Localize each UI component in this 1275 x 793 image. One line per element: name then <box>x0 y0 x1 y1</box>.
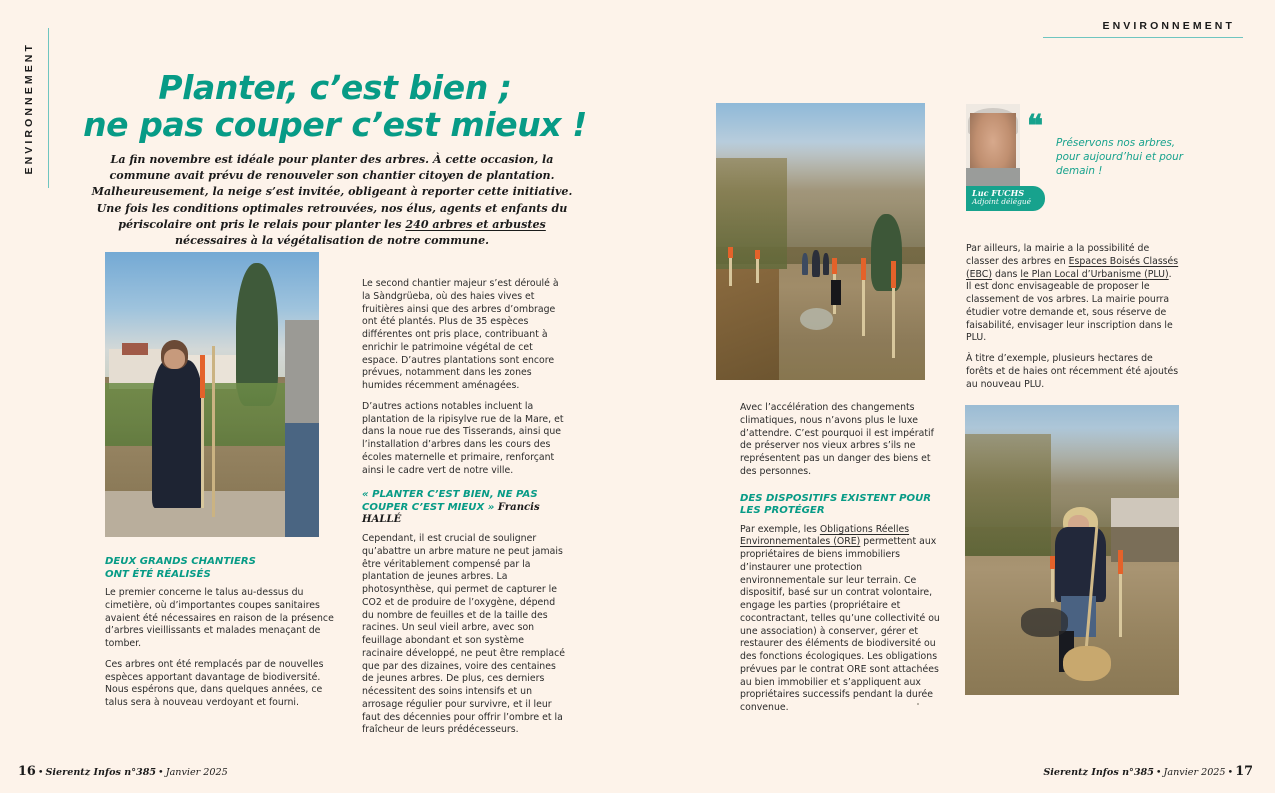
section-tab-vertical <box>18 28 52 188</box>
link-ore: Obligations Réelles Environnementales (ORE) <box>740 523 910 548</box>
paragraph-text-after: permettent aux propriétaires de biens immobiliers d’instaurer une protection environnementale sur leur terrain. Ce dispositif, basé sur un contrat volontaire, engage les parties (propriétaire et cocontractant, telles qu’une collectivité ou une association) à conserver, gérer et restaurer des éléments de biodiversité ou des fonctions écologiques. Les obligations prévues par le contrat ORE sont attachées au bien immobilier et s’appliquent aux propriétaires successifs pendant la durée convenue. <box>740 536 940 714</box>
paragraph: Avec l’accélération des changements climatiques, nous n’avons plus le luxe d’attendre. C’est pourquoi il est impératif de préserver nos vieux arbres s’ils ne représentent pas un danger des biens et des personnes. <box>740 402 934 477</box>
column-left-bottom <box>105 556 337 710</box>
section-tab-rule <box>48 28 49 188</box>
subheading-attribution: Francis HALLÉ <box>362 501 540 526</box>
issue-date: Janvier 2025 <box>165 767 228 778</box>
link-plu: le Plan Local d’Urbanisme (PLU) <box>1020 268 1169 280</box>
magazine-title: Sierentz Infos n°385 <box>1043 767 1154 778</box>
footer-left <box>18 764 228 779</box>
link-ebc: Espaces Boisés Classés (EBC) <box>966 255 1179 280</box>
subheading-planter-citation <box>362 489 565 527</box>
paragraph: Cependant, il est crucial de souligner qu’abattre un arbre mature ne peut jamais être véritablement compensé par la plantation de jeunes arbres. La photosynthèse, qui permet de capturer le CO2 et de produire de l’oxygène, dépend du nombre de feuilles et de la taille des racines. Un seul vieil arbre, avec son feuillage abondant et son système racinaire développé, ne peut être remplacé que par des dizaines, voire des centaines de jeunes arbres. De plus, ces derniers nécessitent des soins intensifs et un arrosage régulier pour survivre, et il leur faut des décennies pour offrir l’ombre et la fraîcheur de leurs prédécesseurs. <box>362 533 565 736</box>
paragraph: D’autres actions notables incluent la plantation de la ripisylve rue de la Mare, et dans la noue rue des Tisserands, ainsi que l’installation d’arbres dans les cours des écoles maternelle et primaire, renforçant ainsi le cadre vert de notre ville. <box>362 400 564 476</box>
quote-author-name: Luc FUCHS <box>972 188 1025 198</box>
footer-separator: • <box>1155 767 1162 778</box>
footer-separator: • <box>37 767 44 778</box>
paragraph: Le second chantier majeur s’est déroulé à la Sàndgrüeba, où des haies vives et fruitières ainsi que des arbres d’ombrage ont été plantés. Plus de 35 espèces différentes ont pris place, contribuant à enrichir le patrimoine végétal de cet espace. D’autres plantations sont encore prévues, notamment dans les zones humides récemment aménagées. <box>362 278 559 391</box>
footer-right <box>1043 764 1253 779</box>
page-number-left: 16 <box>18 764 36 779</box>
issue-date: Janvier 2025 <box>1163 767 1226 778</box>
section-label-top <box>1043 20 1243 38</box>
quote-mark-icon: ❝ <box>1027 109 1044 144</box>
page-number-right: 17 <box>1235 764 1253 779</box>
paragraph-text-before: Par ailleurs, la mairie a la possibilité de classer des arbres en <box>966 243 1150 267</box>
subheading-line2: LES PROTÉGER <box>740 505 825 517</box>
section-tab-label: ENVIRONNEMENT <box>22 41 35 175</box>
subheading-quote: « PLANTER C’EST BIEN, NE PAS COUPER C’EST MIEUX » <box>362 489 538 513</box>
page-title-line2: ne pas couper c’est mieux ! <box>83 104 587 144</box>
subheading-line1: DES DISPOSITIFS EXISTENT POUR <box>740 492 932 504</box>
intro-text-before: La fin novembre est idéale pour planter des arbres. À cette occasion, la commune avait prévu de renouveler son chantier citoyen de plantation. Malheureusement, la neige s’est invitée, obligeant à reporter cette initiative. Une fois les conditions optimales retrouvées, nos élus, agents et enfants du périscolaire ont pris le relais pour planter les <box>91 153 573 231</box>
magazine-title: Sierentz Infos n°385 <box>45 767 157 778</box>
paragraph: Le premier concerne le talus au-dessus du cimetière, où d’importantes coupes sanitaires avaient été nécessaires en raison de la présence d’arbres vieillissants et malades menaçant de tomber. <box>105 587 334 650</box>
paragraph: Ces arbres ont été remplacés par de nouvelles espèces apportant davantage de biodiversité. Nous espérons que, dans quelques années, ce talus sera à nouveau verdoyant et fourni. <box>105 658 324 709</box>
intro-text-after: nécessaires à la végétalisation de notre commune. <box>174 233 490 247</box>
woman-planting-tree-photo <box>965 405 1179 695</box>
page-title <box>70 70 600 144</box>
paragraph <box>966 243 1179 345</box>
section-label-top-text: ENVIRONNEMENT <box>1102 20 1235 32</box>
child-planting-tree-photo <box>105 252 319 537</box>
forest-path-planting-photo <box>716 103 925 380</box>
intro-paragraph <box>82 152 582 249</box>
quote-author-badge <box>966 186 1045 211</box>
subheading-line2: ONT ÉTÉ RÉALISÉS <box>105 568 211 580</box>
paragraph <box>740 524 940 715</box>
column-left-main <box>362 278 565 737</box>
paragraph-text-mid: dans <box>991 268 1021 280</box>
column-right-inner <box>740 402 940 715</box>
quote-author-role: Adjoint délégué <box>972 197 1031 207</box>
page-title-line1: Planter, c’est bien ; <box>158 68 512 107</box>
paragraph-text-after: . Il est donc envisageable de proposer le classement de vos arbres. La mairie pourra étudier votre demande et, sous réserve de faisabilité, envisager leur inscription dans le PLU. <box>966 268 1173 344</box>
subheading-des-dispositifs <box>740 493 940 518</box>
luc-fuchs-portrait-photo <box>966 104 1020 196</box>
section-label-top-rule <box>1043 37 1243 38</box>
subheading-deux-grands-chantiers <box>105 556 337 581</box>
intro-text-underlined: 240 arbres et arbustes <box>405 217 546 231</box>
pull-quote-text: Préservons nos arbres, pour aujourd’hui et pour demain ! <box>1056 137 1184 178</box>
paragraph: À titre d’exemple, plusieurs hectares de forêts et de haies ont récemment été ajoutés au nouveau PLU. <box>966 353 1179 390</box>
subheading-line1: DEUX GRANDS CHANTIERS <box>105 556 256 567</box>
column-right-outer <box>966 243 1179 391</box>
decorative-dot <box>917 703 919 705</box>
paragraph-text-before: Par exemple, les <box>740 523 820 535</box>
footer-separator: • <box>158 767 164 778</box>
footer-separator: • <box>1227 767 1234 778</box>
